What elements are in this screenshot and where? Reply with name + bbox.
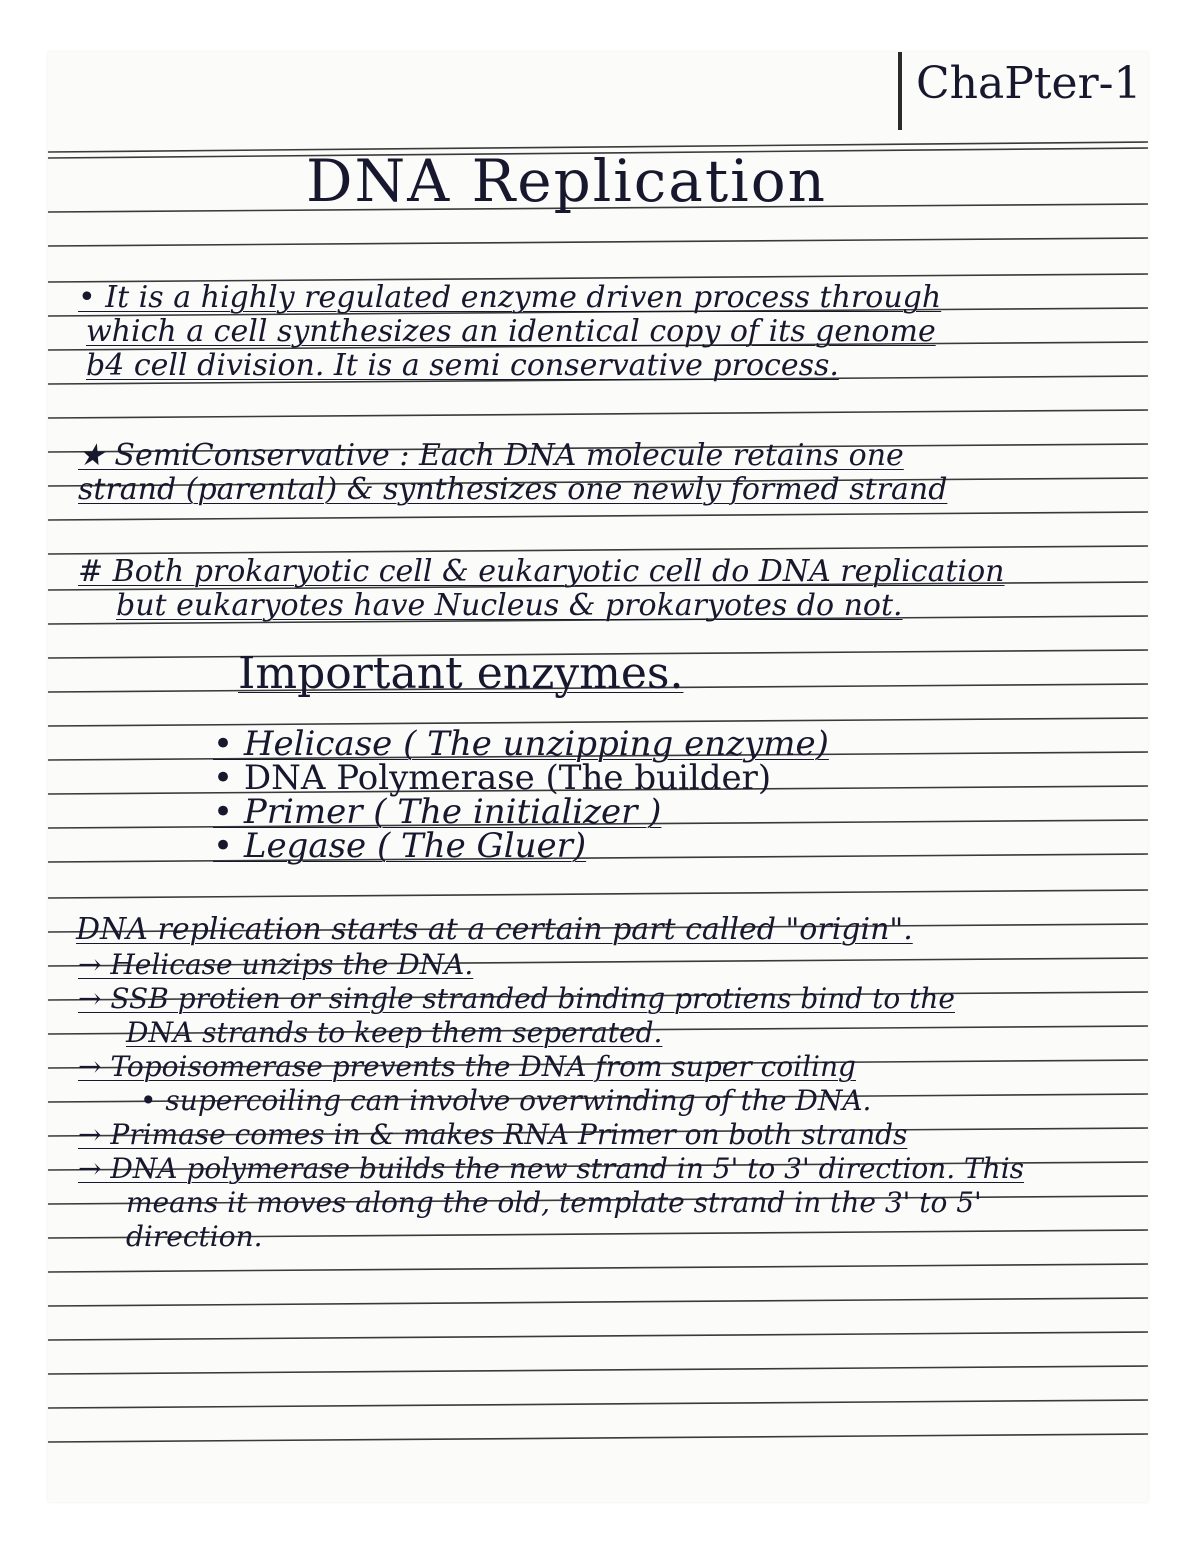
chapter-label: ChaPter-1 [916, 58, 1142, 109]
semi-conservative-line-1: ★ SemiConservative : Each DNA molecule retains one [78, 438, 904, 473]
enzyme-item: • Helicase ( The unzipping enzyme) [213, 724, 829, 764]
page-title: DNA Replication [306, 147, 827, 215]
enzymes-heading: Important enzymes. [238, 648, 684, 699]
process-line: means it moves along the old, template strand in the 3' to 5' [126, 1186, 982, 1219]
both-note-line-1: # Both prokaryotic cell & eukaryotic cell do DNA replication [78, 554, 1005, 589]
process-line: → SSB protien or single stranded binding protiens bind to the [78, 982, 955, 1015]
notebook-page [48, 52, 1148, 1502]
process-line: direction. [126, 1220, 263, 1253]
both-note-line-2: but eukaryotes have Nucleus & prokaryotes do not. [116, 588, 903, 623]
intro-line-1: • It is a highly regulated enzyme driven process through [78, 280, 942, 315]
intro-line-3: b4 cell division. It is a semi conservative process. [86, 348, 839, 383]
process-line: → Topoisomerase prevents the DNA from super coiling [78, 1050, 856, 1083]
enzyme-item: • DNA Polymerase (The builder) [213, 758, 772, 798]
semi-conservative-line-2: strand (parental) & synthesizes one newly formed strand [78, 472, 948, 507]
intro-line-2: which a cell synthesizes an identical copy of its genome [86, 314, 936, 349]
process-line: DNA strands to keep them seperated. [126, 1016, 663, 1049]
enzyme-item: • Legase ( The Gluer) [213, 826, 587, 866]
process-line: → Helicase unzips the DNA. [78, 948, 474, 981]
enzyme-item: • Primer ( The initializer ) [213, 792, 662, 832]
process-line: DNA replication starts at a certain part called "origin". [76, 912, 913, 947]
process-line: → DNA polymerase builds the new strand in 5' to 3' direction. This [78, 1152, 1025, 1185]
process-line: → Primase comes in & makes RNA Primer on both strands [78, 1118, 908, 1151]
process-line: • supercoiling can involve overwinding of the DNA. [140, 1084, 872, 1117]
chapter-tag [898, 52, 1148, 130]
